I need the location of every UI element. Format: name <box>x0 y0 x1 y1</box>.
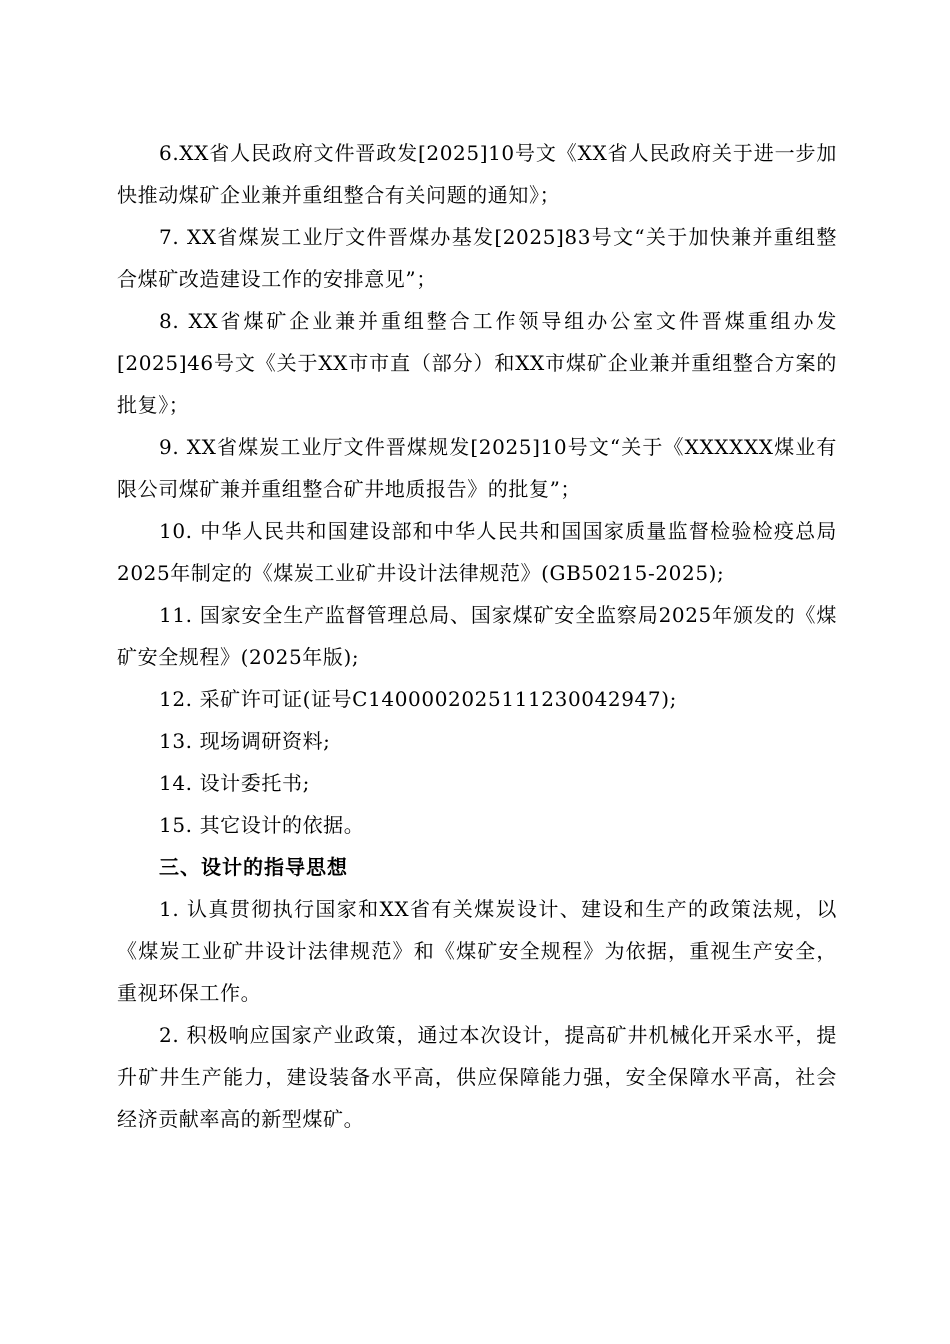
guideline-item-2: 2. 积极响应国家产业政策，通过本次设计，提高矿井机械化开采水平，提升矿井生产能力，建设装备水平高，供应保障能力强，安全保障水平高，社会经济贡献率高的新型煤矿。 <box>117 1023 837 1131</box>
reference-item-13: 13. 现场调研资料; <box>159 729 331 753</box>
reference-item-15: 15. 其它设计的依据。 <box>159 813 365 837</box>
reference-item-8: 8. XX省煤矿企业兼并重组整合工作领导组办公室文件晋煤重组办发[2025]46号文《关于XX市市直（部分）和XX市煤矿企业兼并重组整合方案的批复》； <box>117 309 837 417</box>
reference-item-7: 7. XX省煤炭工业厅文件晋煤办基发[2025]83号文“关于加快兼并重组整合煤矿改造建设工作的安排意见”； <box>117 225 837 291</box>
reference-item-6: 6.XX省人民政府文件晋政发[2025]10号文《XX省人民政府关于进一步加快推动煤矿企业兼并重组整合有关问题的通知》； <box>117 141 837 207</box>
reference-item-10: 10. 中华人民共和国建设部和中华人民共和国国家质量监督检验检疫总局2025年制定的《煤炭工业矿井设计法律规范》(GB50215-2025); <box>117 519 837 585</box>
reference-item-11: 11. 国家安全生产监督管理总局、国家煤矿安全监察局2025年颁发的《煤矿安全规程》(2025年版); <box>117 603 837 669</box>
guideline-item-1: 1. 认真贯彻执行国家和XX省有关煤炭设计、建设和生产的政策法规，以《煤炭工业矿井设计法律规范》和《煤矿安全规程》为依据，重视生产安全，重视环保工作。 <box>117 897 837 1005</box>
section-heading: 三、设计的指导思想 <box>159 855 348 879</box>
reference-item-12: 12. 采矿许可证(证号C1400002025111230042947); <box>159 687 677 711</box>
reference-item-9: 9. XX省煤炭工业厅文件晋煤规发[2025]10号文“关于《XXXXXX煤业有限公司煤矿兼并重组整合矿井地质报告》的批复”； <box>117 435 837 501</box>
document-page <box>117 132 837 1140</box>
reference-item-14: 14. 设计委托书; <box>159 771 310 795</box>
